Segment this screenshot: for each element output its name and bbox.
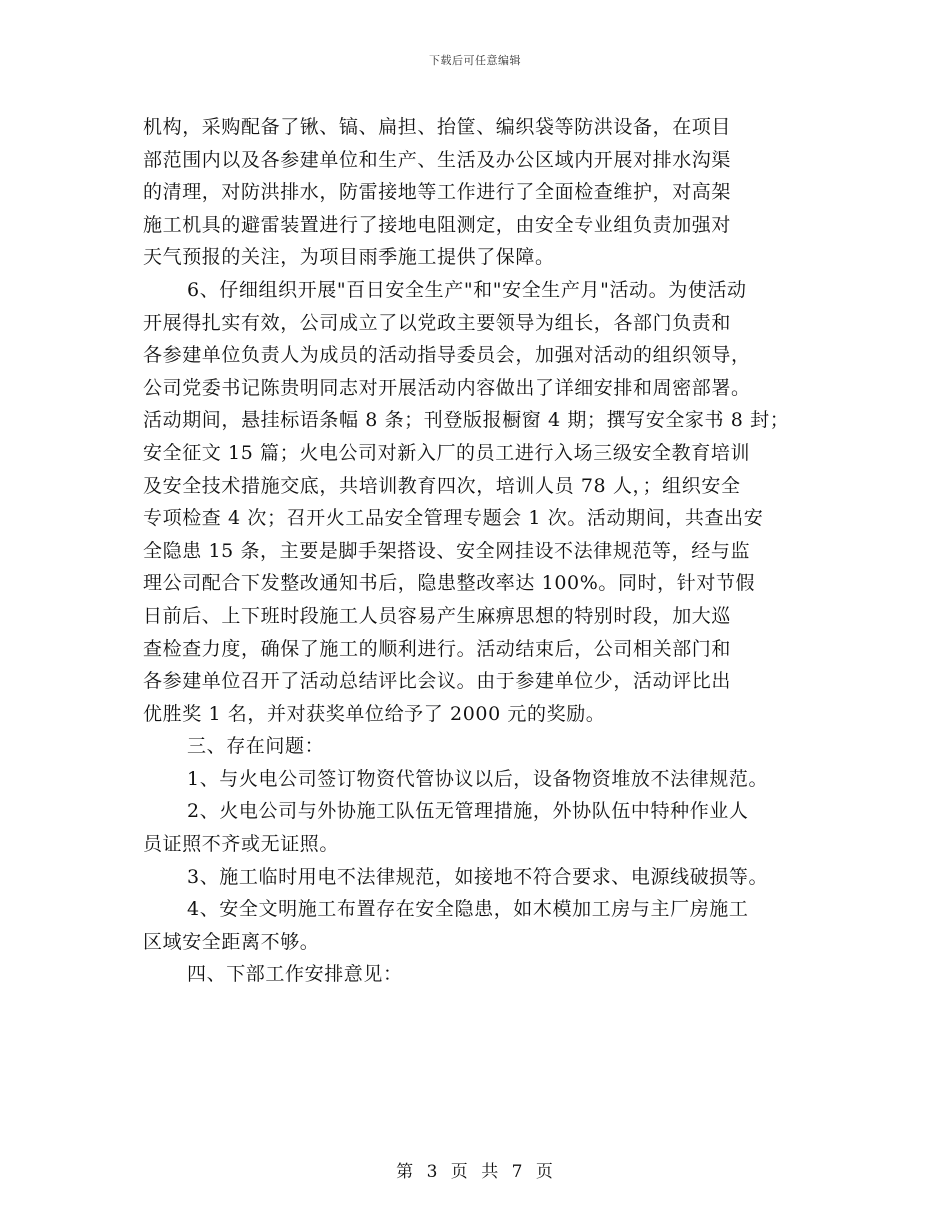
text-line: 部范围内以及各参建单位和生产、生活及办公区域内开展对排水沟渠 bbox=[143, 148, 732, 171]
text-line: 优胜奖 1 名，并对获奖单位给予了 2000 元的奖励。 bbox=[143, 702, 606, 725]
page-footer: 第 3 页 共 7 页 bbox=[396, 1162, 554, 1182]
text-line: 活动期间，悬挂标语条幅 8 条；刊登版报橱窗 4 期；撰写安全家书 8 封； bbox=[143, 409, 790, 432]
text-line: 安全征文 15 篇；火电公司对新入厂的员工进行入场三级安全教育培训 bbox=[143, 441, 751, 464]
text-line: 的清理，对防洪排水，防雷接地等工作进行了全面检查维护，对高架 bbox=[143, 181, 732, 204]
document-body bbox=[143, 111, 811, 991]
text-line: 6、仔细组织开展"百日安全生产"和"安全生产月"活动。为使活动 bbox=[187, 278, 747, 301]
text-line: 2、火电公司与外协施工队伍无管理措施，外协队伍中特种作业人 bbox=[187, 800, 749, 823]
text-line: 专项检查 4 次；召开火工品安全管理专题会 1 次。活动期间，共查出安 bbox=[143, 507, 764, 530]
text-line: 员证照不齐或无证照。 bbox=[143, 833, 340, 856]
text-line: 各参建单位召开了活动总结评比会议。由于参建单位少，活动评比出 bbox=[143, 670, 732, 693]
text-line: 天气预报的关注，为项目雨季施工提供了保障。 bbox=[143, 246, 555, 269]
text-line: 各参建单位负责人为成员的活动指导委员会，加强对活动的组织领导， bbox=[143, 344, 751, 367]
text-line: 全隐患 15 条，主要是脚手架搭设、安全网挂设不法律规范等，经与监 bbox=[143, 539, 751, 562]
text-line: 开展得扎实有效，公司成立了以党政主要领导为组长，各部门负责和 bbox=[143, 311, 732, 334]
text-line: 三、存在问题： bbox=[187, 735, 325, 758]
text-line: 4、安全文明施工布置存在安全隐患，如木模加工房与主厂房施工 bbox=[187, 898, 749, 921]
text-line: 公司党委书记陈贵明同志对开展活动内容做出了详细安排和周密部署。 bbox=[143, 376, 751, 399]
text-line: 1、与火电公司签订物资代管协议以后，设备物资堆放不法律规范。 bbox=[187, 767, 769, 790]
text-line: 四、下部工作安排意见： bbox=[187, 963, 403, 986]
text-line: 施工机具的避雷装置进行了接地电阻测定，由安全专业组负责加强对 bbox=[143, 213, 732, 236]
text-line: 及安全技术措施交底，共培训教育四次，培训人员 78 人，；组织安全 bbox=[143, 474, 741, 497]
text-line: 机构，采购配备了锹、镐、扁担、抬筐、编织袋等防洪设备，在项目 bbox=[143, 116, 732, 138]
text-line: 3、施工临时用电不法律规范，如接地不符合要求、电源线破损等。 bbox=[187, 865, 769, 888]
text-line: 查检查力度，确保了施工的顺利进行。活动结束后，公司相关部门和 bbox=[143, 637, 732, 660]
page-header: 下载后可任意编辑 bbox=[429, 54, 521, 67]
text-line: 日前后、上下班时段施工人员容易产生麻痹思想的特别时段，加大巡 bbox=[143, 604, 732, 627]
text-line: 理公司配合下发整改通知书后，隐患整改率达 100%。同时，针对节假 bbox=[143, 572, 756, 595]
text-line: 区域安全距离不够。 bbox=[143, 930, 320, 953]
